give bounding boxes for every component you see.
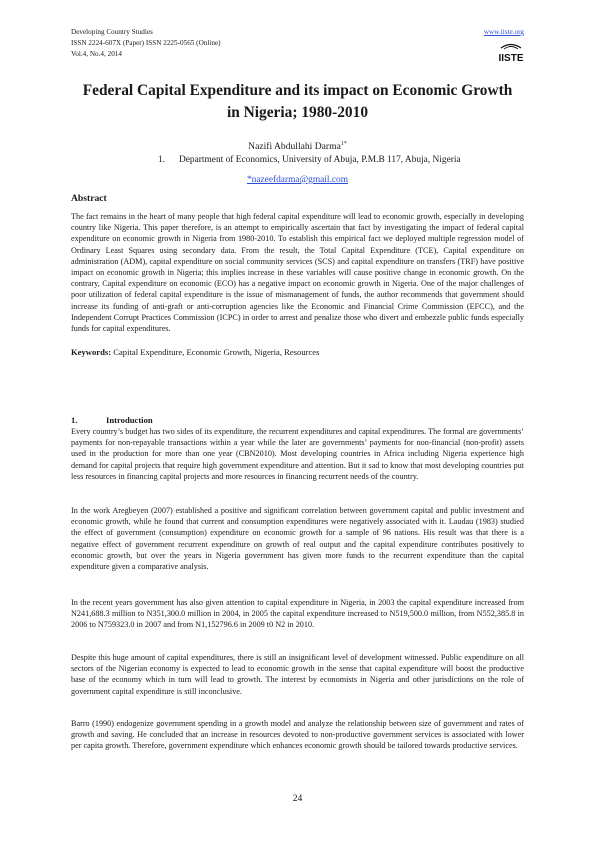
- author-email-link[interactable]: *nazeefdarma@gmail.com: [246, 175, 349, 185]
- journal-url-link[interactable]: www.iiste.org: [483, 28, 524, 36]
- keywords-text: Capital Expenditure, Economic Growth, Nigeria, Resources: [113, 347, 320, 357]
- affiliation-number: 1.: [158, 155, 166, 165]
- abstract-text: The fact remains in the heart of many people that high federal capital expenditure will lead to economic growth, especially in developing country like Nigeria. This paper therefore, is an attempt to empirically ascertain that fact by investigating the impact of federal capital expenditure on economic growth in Nigeria from 1980-2010. To establish this empirical fact we deployed multiple regression model of Ordinary Least Squares using secondary data. From the result, the Total Capital Expenditure (TCE), Capital expenditure on administration (ADM), capital expenditure on social community services (SCS) and capital expenditure on transfers (TRF) have positive impact on economic growth in Nigeria; this implies increase in these variables will cause positive change in economic growth. On the contrary, Capital expenditure on economic (ECO) has a negative impact on economic growth in Nigeria. One of the major challenges of poor utilization of federal capital expenditure is the issue of mismanagement of funds, the author recommends that government should increase its funding of anti-graft or anti-corruption agencies like the Economic and Financial Crime Commission (EFCC), and the Independent Corrupt Practices Commission (ICPC) in order to arrest and penalize those who divert and embezzle public funds especially funds for capital expenditures.: [71, 212, 524, 334]
- issn: ISSN 2224-607X (Paper) ISSN 2225-0565 (Online): [71, 39, 221, 47]
- author-name: Nazifi Abdullahi Darma: [248, 141, 341, 153]
- iiste-logo-icon: [498, 41, 524, 65]
- title-line-1: Federal Capital Expenditure and its impact on Economic Growth: [82, 82, 513, 99]
- section-number: 1.: [71, 415, 78, 425]
- title-line-2: in Nigeria; 1980-2010: [226, 104, 369, 121]
- page-number: 24: [292, 793, 303, 804]
- volume: Vol.4, No.4, 2014: [71, 50, 122, 58]
- section-title: Introduction: [106, 415, 153, 425]
- section-heading: [71, 415, 153, 425]
- intro-paragraph-2: In the work Aregbeyen (2007) established a positive and significant correlation between government capital and public investment and economic growth, while he found that current and consumption expenditures were negatively associated with it. Laudau (1983) studied the effect of government (consumption) expenditure on economic growth for a sample of 96 nations. His result was that there is a negative effect of government recurrent expenditure on growth of real output and the capital expenditure contributes positively to economic growth, but over the years in Nigeria government has given more funds to the recurrent expenditure than the capital expenditure given a comparative analysis.: [71, 506, 524, 572]
- intro-paragraph-3: In the recent years government has also given attention to capital expenditure in Nigeria, in 2003 the capital expenditure increased from N241,688.3 million to N351,300.0 million in 2004, in 2005 the capital expenditure increased to N519,500.0 million, from N552,385.8 in 2006 to N759323.0 in 2007 and from N1,152796.6 in 2009 t0 N2 in 2010.: [71, 598, 524, 630]
- abstract-heading: Abstract: [71, 193, 107, 204]
- intro-paragraph-1: Every country’s budget has two sides of its expenditure, the recurrent expenditures and capital expenditures. The formal are governments’ payments for non-repayable transactions within a year while the later are governments’ payments for non-financial (non-profit) assets used in the production for more than one year (CBN2010). Most developing countries in Africa including Nigeria experience high demand for capital projects that require high government expenditure and attention. But it sad to know that most developing countries put less resources in financing capital projects and more resources in financing recurrent needs of the country.: [71, 427, 524, 481]
- journal-header-right: [464, 27, 524, 65]
- affiliation-text: Department of Economics, University of Abuja, P.M.B 117, Abuja, Nigeria: [179, 155, 461, 165]
- affiliation: [158, 155, 461, 165]
- intro-paragraph-5: Barro (1990) endogenize government spending in a growth model and analyze the relationship between size of government and rates of growth and saving. He concluded that an increase in resources devoted to non-productive government services is associated with lower per capita growth. Therefore, government expenditure which enhances economic growth should be tailored towards productive services.: [71, 719, 524, 751]
- paper-title: [71, 80, 524, 124]
- keywords-label: Keywords:: [71, 347, 112, 357]
- journal-header: [71, 27, 221, 60]
- logo-text: IISTE: [498, 53, 524, 64]
- intro-paragraph-4: Despite this huge amount of capital expenditures, there is still an insignificant level of development witnessed. Public expenditure on all sectors of the Nigerian economy is expected to lead to economic growth in the sense that capital expenditure will boost the productive base of the economy which in turn will lead to growth. The interest by economists in Nigeria and other jurisdictions on the role of government capital expenditure is still inconclusive.: [71, 653, 524, 696]
- author-line: [71, 141, 524, 152]
- keywords: [71, 347, 319, 357]
- journal-name: Developing Country Studies: [71, 28, 153, 36]
- author-superscript: 1*: [340, 141, 347, 147]
